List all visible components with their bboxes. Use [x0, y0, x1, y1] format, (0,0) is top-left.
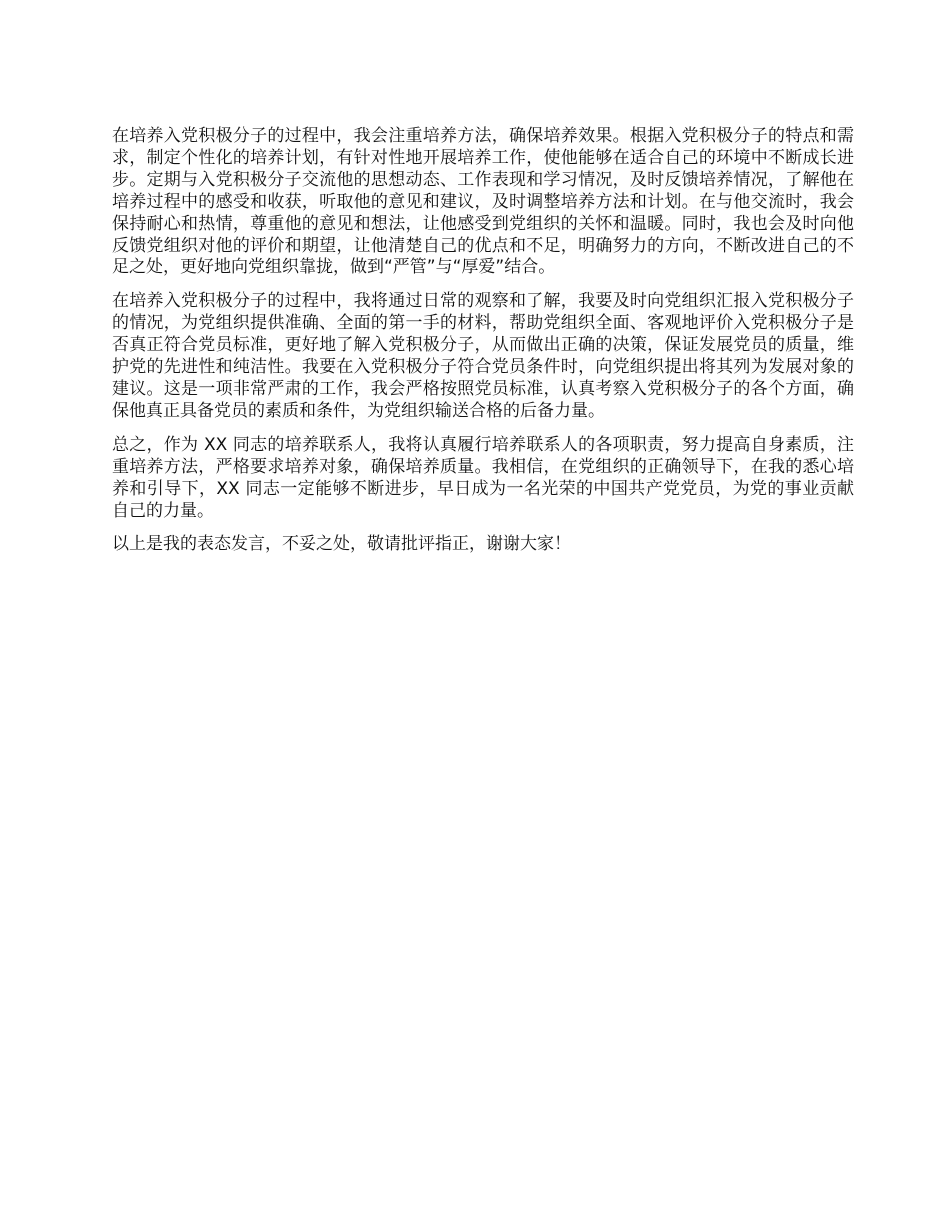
paragraph-3: 总之，作为 XX 同志的培养联系人，我将认真履行培养联系人的各项职责，努力提高自身素质，注重培养方法，严格要求培养对象，确保培养质量。我相信，在党组织的正确领导下，在我的悉心培养和引导下，XX 同志一定能够不断进步，早日成为一名光荣的中国共产党党员，为党的事业贡献自己的力量。 — [112, 434, 854, 521]
document-body — [112, 126, 854, 568]
paragraph-4: 以上是我的表态发言，不妥之处，敬请批评指正，谢谢大家！ — [112, 534, 571, 555]
paragraph-1: 在培养入党积极分子的过程中，我会注重培养方法，确保培养效果。根据入党积极分子的特点和需求，制定个性化的培养计划，有针对性地开展培养工作，使他能够在适合自己的环境中不断成长进步。定期与入党积极分子交流他的思想动态、工作表现和学习情况，及时反馈培养情况，了解他在培养过程中的感受和收获，听取他的意见和建议，及时调整培养方法和计划。在与他交流时，我会保持耐心和热情，尊重他的意见和想法，让他感受到党组织的关怀和温暖。同时，我也会及时向他反馈党组织对他的评价和期望，让他清楚自己的优点和不足，明确努力的方向，不断改进自己的不足之处，更好地向党组织靠拢，做到“严管”与“厚爱”结合。 — [112, 126, 854, 278]
paragraph-2: 在培养入党积极分子的过程中，我将通过日常的观察和了解，我要及时向党组织汇报入党积极分子的情况，为党组织提供准确、全面的第一手的材料，帮助党组织全面、客观地评价入党积极分子是否真正符合党员标准，更好地了解入党积极分子，从而做出正确的决策，保证发展党员的质量，维护党的先进性和纯洁性。我要在入党积极分子符合党员条件时，向党组织提出将其列为发展对象的建议。这是一项非常严肃的工作，我会严格按照党员标准，认真考察入党积极分子的各个方面，确保他真正具备党员的素质和条件，为党组织输送合格的后备力量。 — [112, 291, 854, 421]
